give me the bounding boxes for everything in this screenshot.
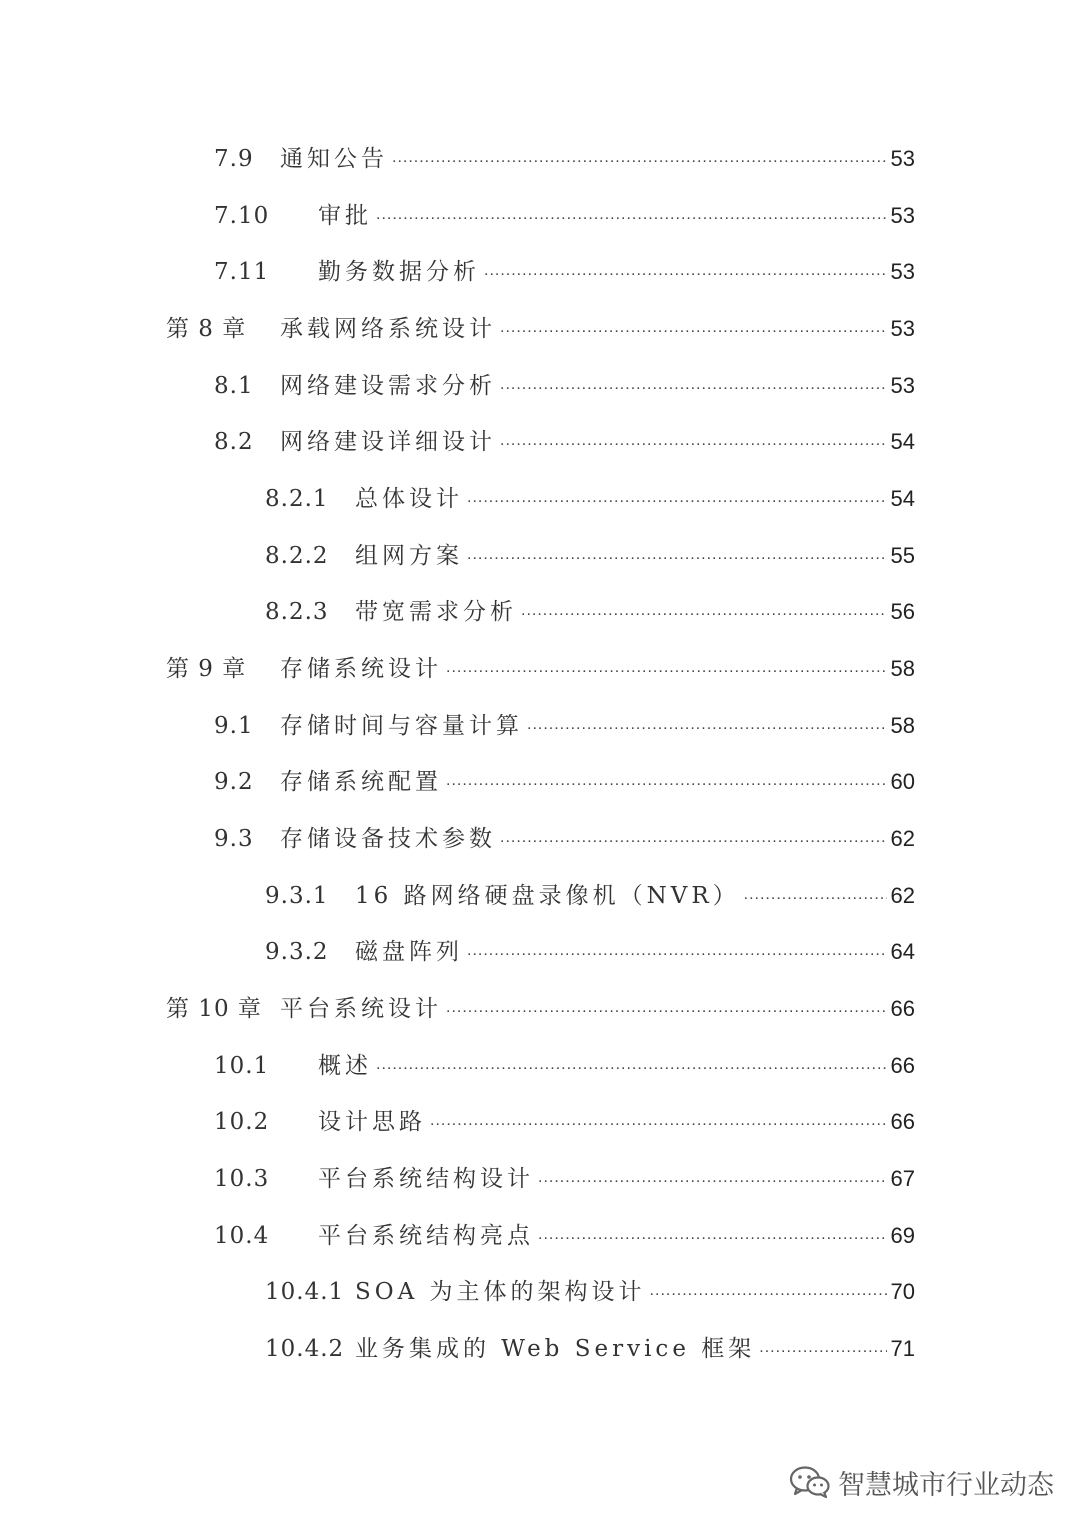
dot-leader bbox=[759, 1339, 886, 1357]
toc-entry-number: 10.4.2 bbox=[265, 1336, 345, 1362]
dot-leader bbox=[446, 999, 887, 1017]
toc-entry-page: 67 bbox=[890, 1166, 915, 1191]
toc-entry-title: 磁盘阵列 bbox=[355, 939, 463, 965]
toc-entry-number: 8.2.3 bbox=[265, 599, 329, 625]
toc-entry-page: 66 bbox=[890, 996, 915, 1021]
toc-entry-page: 53 bbox=[890, 259, 915, 284]
toc-entry-page: 58 bbox=[890, 713, 915, 738]
toc-entry[interactable] bbox=[214, 763, 915, 803]
toc-entry-page: 54 bbox=[890, 486, 915, 511]
dot-leader bbox=[446, 659, 887, 677]
toc-entry-page: 53 bbox=[890, 373, 915, 398]
toc-entry[interactable] bbox=[214, 1047, 915, 1087]
toc-entry-title: 组网方案 bbox=[355, 543, 463, 569]
toc-entry-title: 概述 bbox=[318, 1053, 372, 1079]
dot-leader bbox=[521, 602, 887, 620]
dot-leader bbox=[500, 829, 887, 847]
toc-entry-title: 存储系统配置 bbox=[280, 769, 442, 795]
toc-entry-title: 总体设计 bbox=[355, 486, 463, 512]
dot-leader bbox=[467, 489, 887, 507]
dot-leader bbox=[500, 319, 887, 337]
toc-entry-number: 10.2 bbox=[214, 1109, 270, 1135]
toc-entry-title: SOA 为主体的架构设计 bbox=[355, 1279, 646, 1305]
dot-leader bbox=[538, 1169, 887, 1187]
wechat-icon bbox=[788, 1464, 832, 1500]
dot-leader bbox=[446, 772, 887, 790]
toc-entry-subsection[interactable] bbox=[265, 480, 915, 520]
toc-entry-page: 53 bbox=[890, 203, 915, 228]
toc-entry-title: 带宽需求分析 bbox=[355, 599, 517, 625]
toc-entry-title: 通知公告 bbox=[280, 146, 388, 172]
toc-entry-title: 勤务数据分析 bbox=[318, 259, 480, 285]
toc-entry-page: 62 bbox=[890, 826, 915, 851]
toc-entry-title: 网络建设需求分析 bbox=[280, 373, 496, 399]
watermark bbox=[788, 1462, 1054, 1502]
toc-entry-title: 设计思路 bbox=[318, 1109, 426, 1135]
toc-entry-subsection[interactable] bbox=[265, 593, 915, 633]
toc-entry-subsection[interactable] bbox=[265, 877, 915, 917]
toc-entry-page: 64 bbox=[890, 939, 915, 964]
toc-entry-page: 66 bbox=[890, 1109, 915, 1134]
dot-leader bbox=[392, 149, 887, 167]
toc-entry-subsection[interactable] bbox=[265, 1273, 915, 1313]
toc-entry-number: 8.2.1 bbox=[265, 486, 329, 512]
toc-entry-number: 9.1 bbox=[214, 713, 254, 739]
toc-entry-number: 8.2 bbox=[214, 429, 254, 455]
toc-entry-title: 存储系统设计 bbox=[280, 656, 442, 682]
dot-leader bbox=[650, 1282, 887, 1300]
toc-entry-number: 第 8 章 bbox=[166, 316, 247, 342]
dot-leader bbox=[376, 1056, 887, 1074]
toc-entry-subsection[interactable] bbox=[265, 1330, 915, 1370]
dot-leader bbox=[538, 1226, 887, 1244]
toc-entry[interactable] bbox=[214, 253, 915, 293]
dot-leader bbox=[527, 716, 887, 734]
toc-entry-chapter[interactable] bbox=[166, 990, 915, 1030]
toc-entry[interactable] bbox=[214, 197, 915, 237]
dot-leader bbox=[484, 262, 887, 280]
toc-entry[interactable] bbox=[214, 1160, 915, 1200]
toc-entry[interactable] bbox=[214, 367, 915, 407]
toc-entry-title: 审批 bbox=[318, 203, 372, 229]
toc-entry[interactable] bbox=[214, 820, 915, 860]
toc-entry-page: 66 bbox=[890, 1053, 915, 1078]
toc-entry-number: 9.3 bbox=[214, 826, 254, 852]
toc-entry-title: 平台系统设计 bbox=[280, 996, 442, 1022]
dot-leader bbox=[500, 432, 887, 450]
toc-entry[interactable] bbox=[214, 1103, 915, 1143]
toc-entry-chapter[interactable] bbox=[166, 310, 915, 350]
toc-entry-page: 54 bbox=[890, 429, 915, 454]
toc-entry[interactable] bbox=[214, 423, 915, 463]
toc-entry-number: 7.10 bbox=[214, 203, 270, 229]
dot-leader bbox=[500, 376, 887, 394]
toc-entry-subsection[interactable] bbox=[265, 933, 915, 973]
toc-entry[interactable] bbox=[214, 707, 915, 747]
toc-entry-title: 存储设备技术参数 bbox=[280, 826, 496, 852]
toc-entry[interactable] bbox=[214, 1217, 915, 1257]
toc-entry-number: 10.1 bbox=[214, 1053, 270, 1079]
dot-leader bbox=[430, 1112, 887, 1130]
toc-entry-number: 10.4.1 bbox=[265, 1279, 345, 1305]
toc-entry-number: 7.11 bbox=[214, 259, 270, 285]
toc-entry-title: 业务集成的 Web Service 框架 bbox=[355, 1336, 756, 1362]
toc-entry-number: 8.1 bbox=[214, 373, 254, 399]
toc-entry-page: 62 bbox=[890, 883, 915, 908]
dot-leader bbox=[744, 886, 887, 904]
toc-entry-number: 9.3.2 bbox=[265, 939, 329, 965]
toc-entry-number: 9.2 bbox=[214, 769, 254, 795]
toc-entry-title: 16 路网络硬盘录像机（NVR） bbox=[355, 883, 740, 909]
toc-entry-page: 71 bbox=[890, 1336, 915, 1361]
toc-entry-subsection[interactable] bbox=[265, 537, 915, 577]
dot-leader bbox=[467, 546, 887, 564]
watermark-text: 智慧城市行业动态 bbox=[838, 1469, 1054, 1501]
toc-entry-title: 平台系统结构亮点 bbox=[318, 1223, 534, 1249]
toc-entry-page: 53 bbox=[890, 146, 915, 171]
toc-entry-chapter[interactable] bbox=[166, 650, 915, 690]
toc-entry-page: 55 bbox=[890, 543, 915, 568]
toc-entry-number: 第 9 章 bbox=[166, 656, 247, 682]
toc-entry-number: 7.9 bbox=[214, 146, 254, 172]
toc-entry-title: 承载网络系统设计 bbox=[280, 316, 496, 342]
toc-entry[interactable] bbox=[214, 140, 915, 180]
toc-entry-number: 10.3 bbox=[214, 1166, 270, 1192]
dot-leader bbox=[376, 206, 887, 224]
toc-entry-page: 69 bbox=[890, 1223, 915, 1248]
toc-entry-page: 53 bbox=[890, 316, 915, 341]
dot-leader bbox=[467, 942, 887, 960]
toc-entry-page: 60 bbox=[890, 769, 915, 794]
toc-entry-page: 56 bbox=[890, 599, 915, 624]
toc-entry-page: 58 bbox=[890, 656, 915, 681]
toc-entry-number: 8.2.2 bbox=[265, 543, 329, 569]
toc-entry-title: 平台系统结构设计 bbox=[318, 1166, 534, 1192]
toc-entry-number: 10.4 bbox=[214, 1223, 270, 1249]
toc-entry-number: 9.3.1 bbox=[265, 883, 329, 909]
toc-entry-title: 存储时间与容量计算 bbox=[280, 713, 523, 739]
toc-entry-page: 70 bbox=[890, 1279, 915, 1304]
toc-entry-number: 第 10 章 bbox=[166, 996, 262, 1022]
toc-entry-title: 网络建设详细设计 bbox=[280, 429, 496, 455]
